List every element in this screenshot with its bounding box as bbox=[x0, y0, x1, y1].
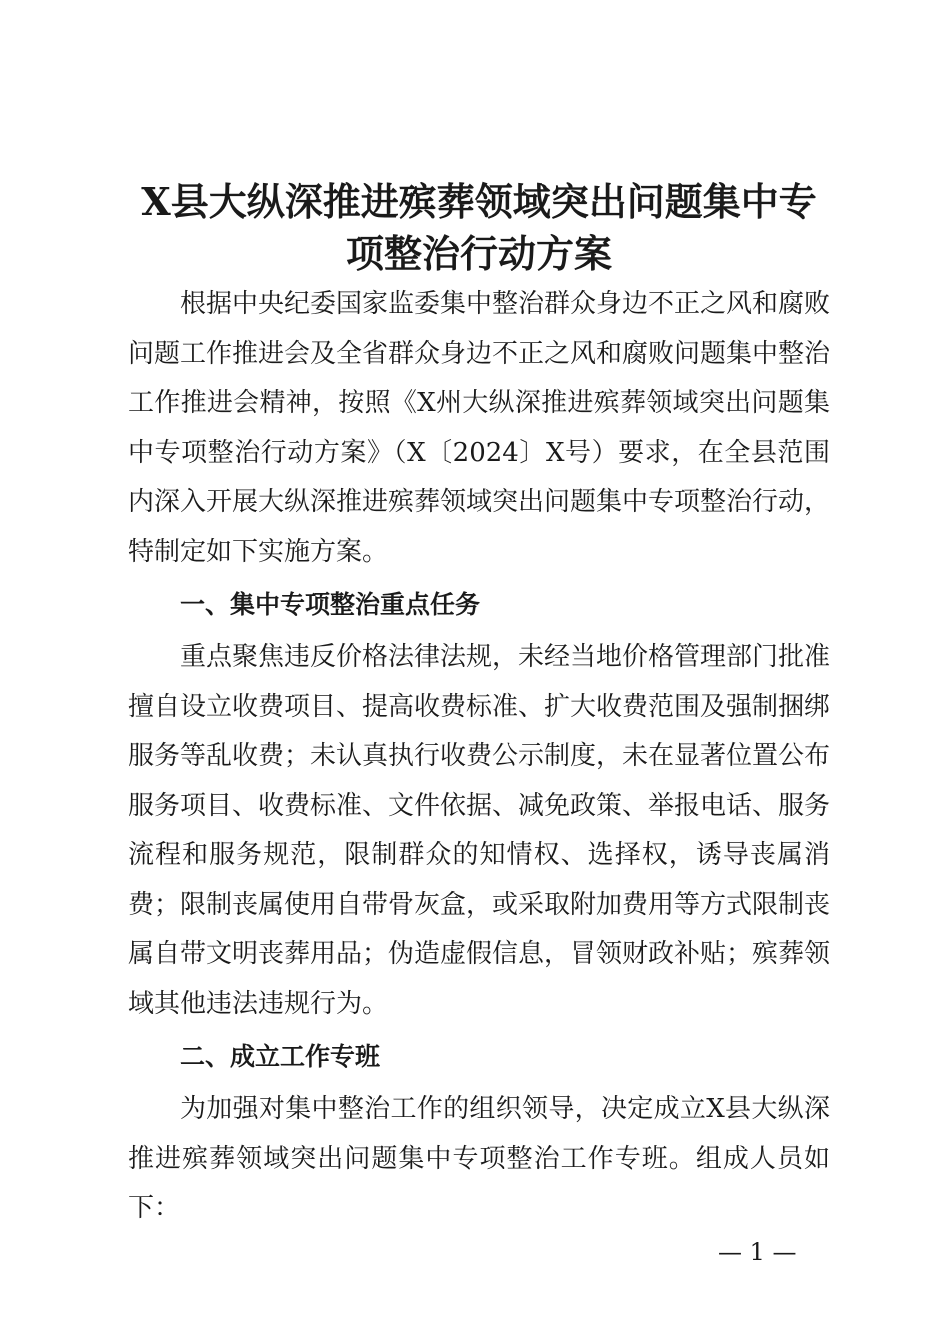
document-body bbox=[128, 280, 830, 1234]
section-2 bbox=[128, 1031, 830, 1234]
section-heading: 二、成立工作专班 bbox=[180, 1042, 381, 1071]
section-heading: 一、集中专项整治重点任务 bbox=[180, 590, 481, 619]
section-paragraph: 为加强对集中整治工作的组织领导，决定成立X县大纵深推进殡葬领域突出问题集中专项整治工作专班。组成人员如下： bbox=[128, 1094, 830, 1223]
intro-paragraph: 根据中央纪委国家监委集中整治群众身边不正之风和腐败问题工作推进会及全省群众身边不正之风和腐败问题集中整治工作推进会精神，按照《X州大纵深推进殡葬领域突出问题集中专项整治行动方案》（X〔2024〕X号）要求，在全县范围内深入开展大纵深推进殡葬领域突出问题集中专项整治行动，特制定如下实施方案。 bbox=[128, 289, 831, 567]
section-1 bbox=[128, 579, 830, 1029]
document-title: X县大纵深推进殡葬领域突出问题集中专项整治行动方案 bbox=[141, 179, 817, 276]
section-paragraph: 重点聚焦违反价格法律法规，未经当地价格管理部门批准擅自设立收费项目、提高收费标准、扩大收费范围及强制捆绑服务等乱收费；未认真执行收费公示制度，未在显著位置公布服务项目、收费标准、文件依据、减免政策、举报电话、服务流程和服务规范，限制群众的知情权、选择权，诱导丧属消费；限制丧属使用自带骨灰盒，或采取附加费用等方式限制丧属自带文明丧葬用品；伪造虚假信息，冒领财政补贴；殡葬领域其他违法违规行为。 bbox=[128, 642, 831, 1019]
page-number: — 1 — bbox=[718, 1238, 797, 1266]
